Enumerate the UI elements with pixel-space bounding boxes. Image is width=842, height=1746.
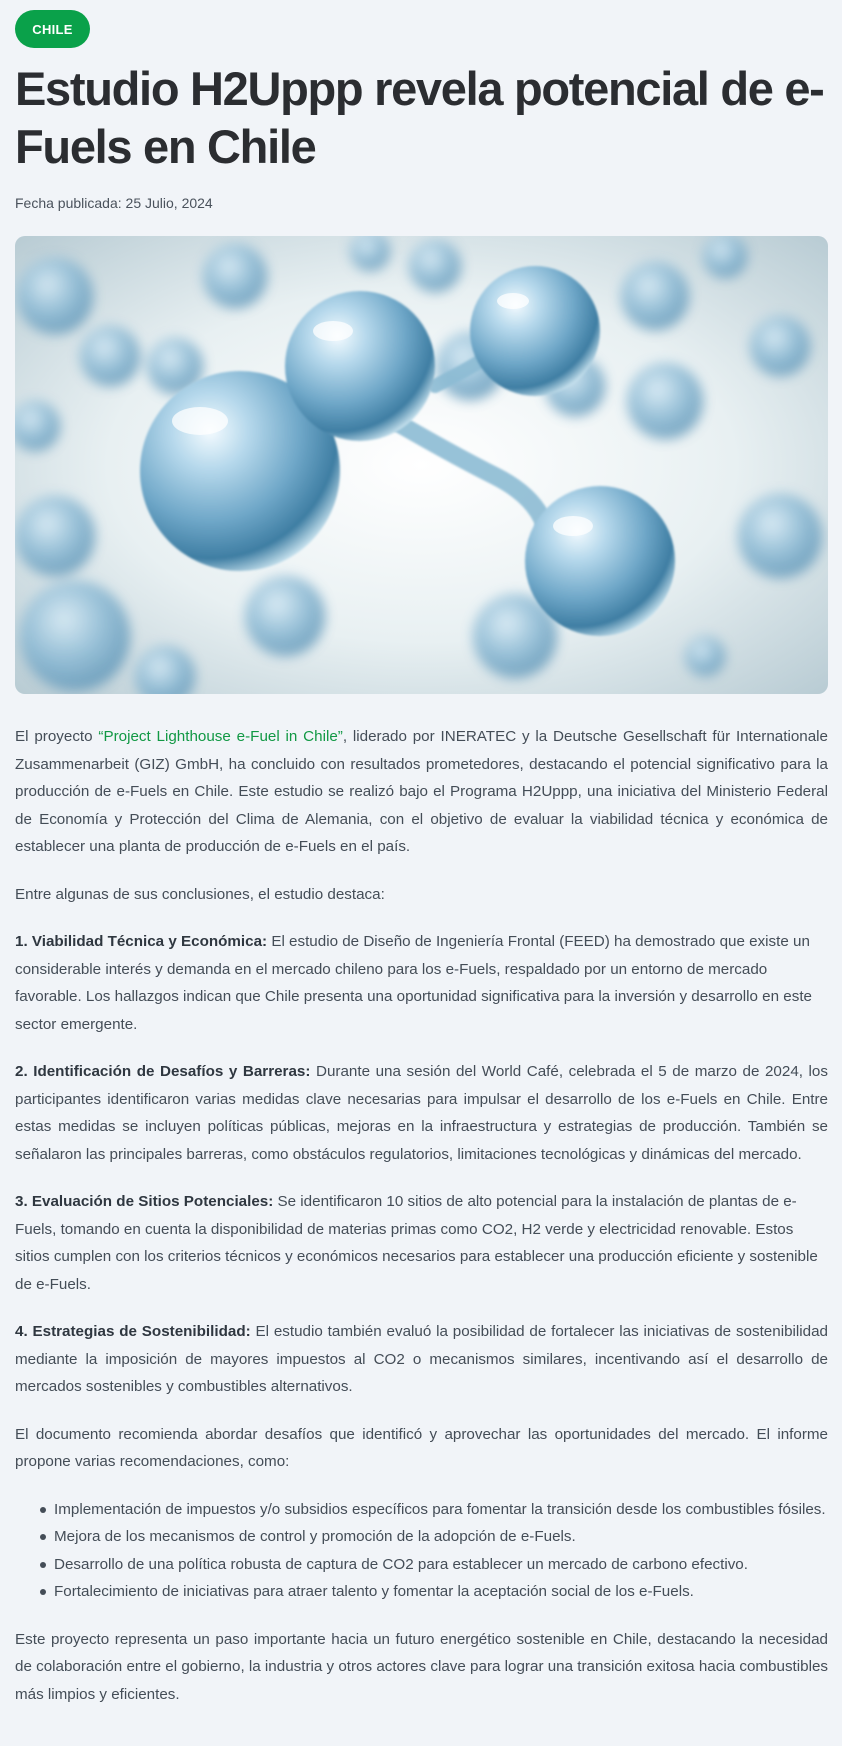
conclusion-point xyxy=(15,1188,828,1298)
conclusion-heading: 1. Viabilidad Técnica y Económica: xyxy=(15,933,268,950)
list-item: Implementación de impuestos y/o subsidios específicos para fomentar la transición desde los combustibles fósiles. xyxy=(54,1496,828,1524)
conclusion-text: Se identificaron 10 sitios de alto potencial para la instalación de plantas de e-Fuels, tomando en cuenta la disponibilidad de materias primas como CO2, H2 verde y electricidad renovable. Estos sitios cumplen con los criterios técnicos y económicos necesarios para establecer una producción eficiente y sostenible de e-Fuels. xyxy=(15,1193,818,1293)
project-link[interactable]: “Project Lighthouse e-Fuel in Chile” xyxy=(98,728,343,745)
conclusions-lead: Entre algunas de sus conclusiones, el estudio destaca: xyxy=(15,885,385,903)
conclusion-text: El estudio de Diseño de Ingeniería Frontal (FEED) ha demostrado que existe un considerable interés y demanda en el mercado chileno para los e-Fuels, respaldado por un entorno de mercado favorable. Los hallazgos indican que Chile presenta una oportunidad significativa para la inversión y desarrollo en este sector emergente. xyxy=(15,933,812,1033)
recommendations-lead: El documento recomienda abordar desafíos que identificó y aprovechar las oportunidades del mercado. El informe propone varias recomendaciones, como: xyxy=(15,1425,828,1470)
conclusion-heading: 3. Evaluación de Sitios Potenciales: xyxy=(15,1193,274,1210)
conclusion-heading: 2. Identificación de Desafíos y Barreras: xyxy=(15,1063,311,1080)
category-tag[interactable]: CHILE xyxy=(15,10,90,48)
publish-date-label: Fecha publicada: xyxy=(15,195,122,211)
conclusion-point xyxy=(15,1318,828,1401)
conclusion-text: Durante una sesión del World Café, celebrada el 5 de marzo de 2024, los participantes identificaron varias medidas clave necesarias para impulsar el desarrollo de los e-Fuels en Chile. Entre estas medidas se incluyen políticas públicas, mejoras en la infraestructura y estrategias de producción. También se señalaron las principales barreras, como obstáculos regulatorios, limitaciones tecnológicas y dinámicas del mercado. xyxy=(15,1063,828,1163)
article-body xyxy=(15,723,828,1728)
intro-prefix: El proyecto xyxy=(15,728,99,745)
recommendations-list xyxy=(15,1496,828,1606)
intro-suffix: , liderado por INERATEC y la Deutsche Gesellschaft für Internationale Zusammenarbeit (GIZ) GmbH, ha concluido con resultados prometedores, destacando el potencial significativo para la producción de e-Fuels en Chile. Este estudio se realizó bajo el Programa H2Uppp, una iniciativa del Ministerio Federal de Economía y Protección del Clima de Alemania, con el objetivo de evaluar la viabilidad técnica y económica de establecer una planta de producción de e-Fuels en el país. xyxy=(15,728,828,855)
list-item: Desarrollo de una política robusta de captura de CO2 para establecer un mercado de carbono efectivo. xyxy=(54,1551,828,1579)
publish-date xyxy=(15,195,213,211)
list-item: Fortalecimiento de iniciativas para atraer talento y fomentar la aceptación social de los e-Fuels. xyxy=(54,1578,828,1606)
conclusion-point xyxy=(15,928,828,1038)
hero-image xyxy=(15,236,828,694)
conclusion-point xyxy=(15,1058,828,1168)
publish-date-value: 25 Julio, 2024 xyxy=(125,195,213,211)
closing-paragraph: Este proyecto representa un paso importante hacia un futuro energético sostenible en Chile, destacando la necesidad de colaboración entre el gobierno, la industria y otros actores clave para lograr una transición exitosa hacia combustibles más limpios y eficientes. xyxy=(15,1630,828,1703)
article-title: Estudio H2Uppp revela potencial de e-Fuels en Chile xyxy=(15,62,824,173)
list-item: Mejora de los mecanismos de control y promoción de la adopción de e-Fuels. xyxy=(54,1523,828,1551)
conclusion-text: El estudio también evaluó la posibilidad de fortalecer las iniciativas de sostenibilidad mediante la imposición de mayores impuestos al CO2 o mecanismos similares, incentivando así el desarrollo de mercados sostenibles y combustibles alternativos. xyxy=(15,1323,828,1395)
conclusion-heading: 4. Estrategias de Sostenibilidad: xyxy=(15,1323,251,1340)
intro-paragraph xyxy=(15,723,828,861)
